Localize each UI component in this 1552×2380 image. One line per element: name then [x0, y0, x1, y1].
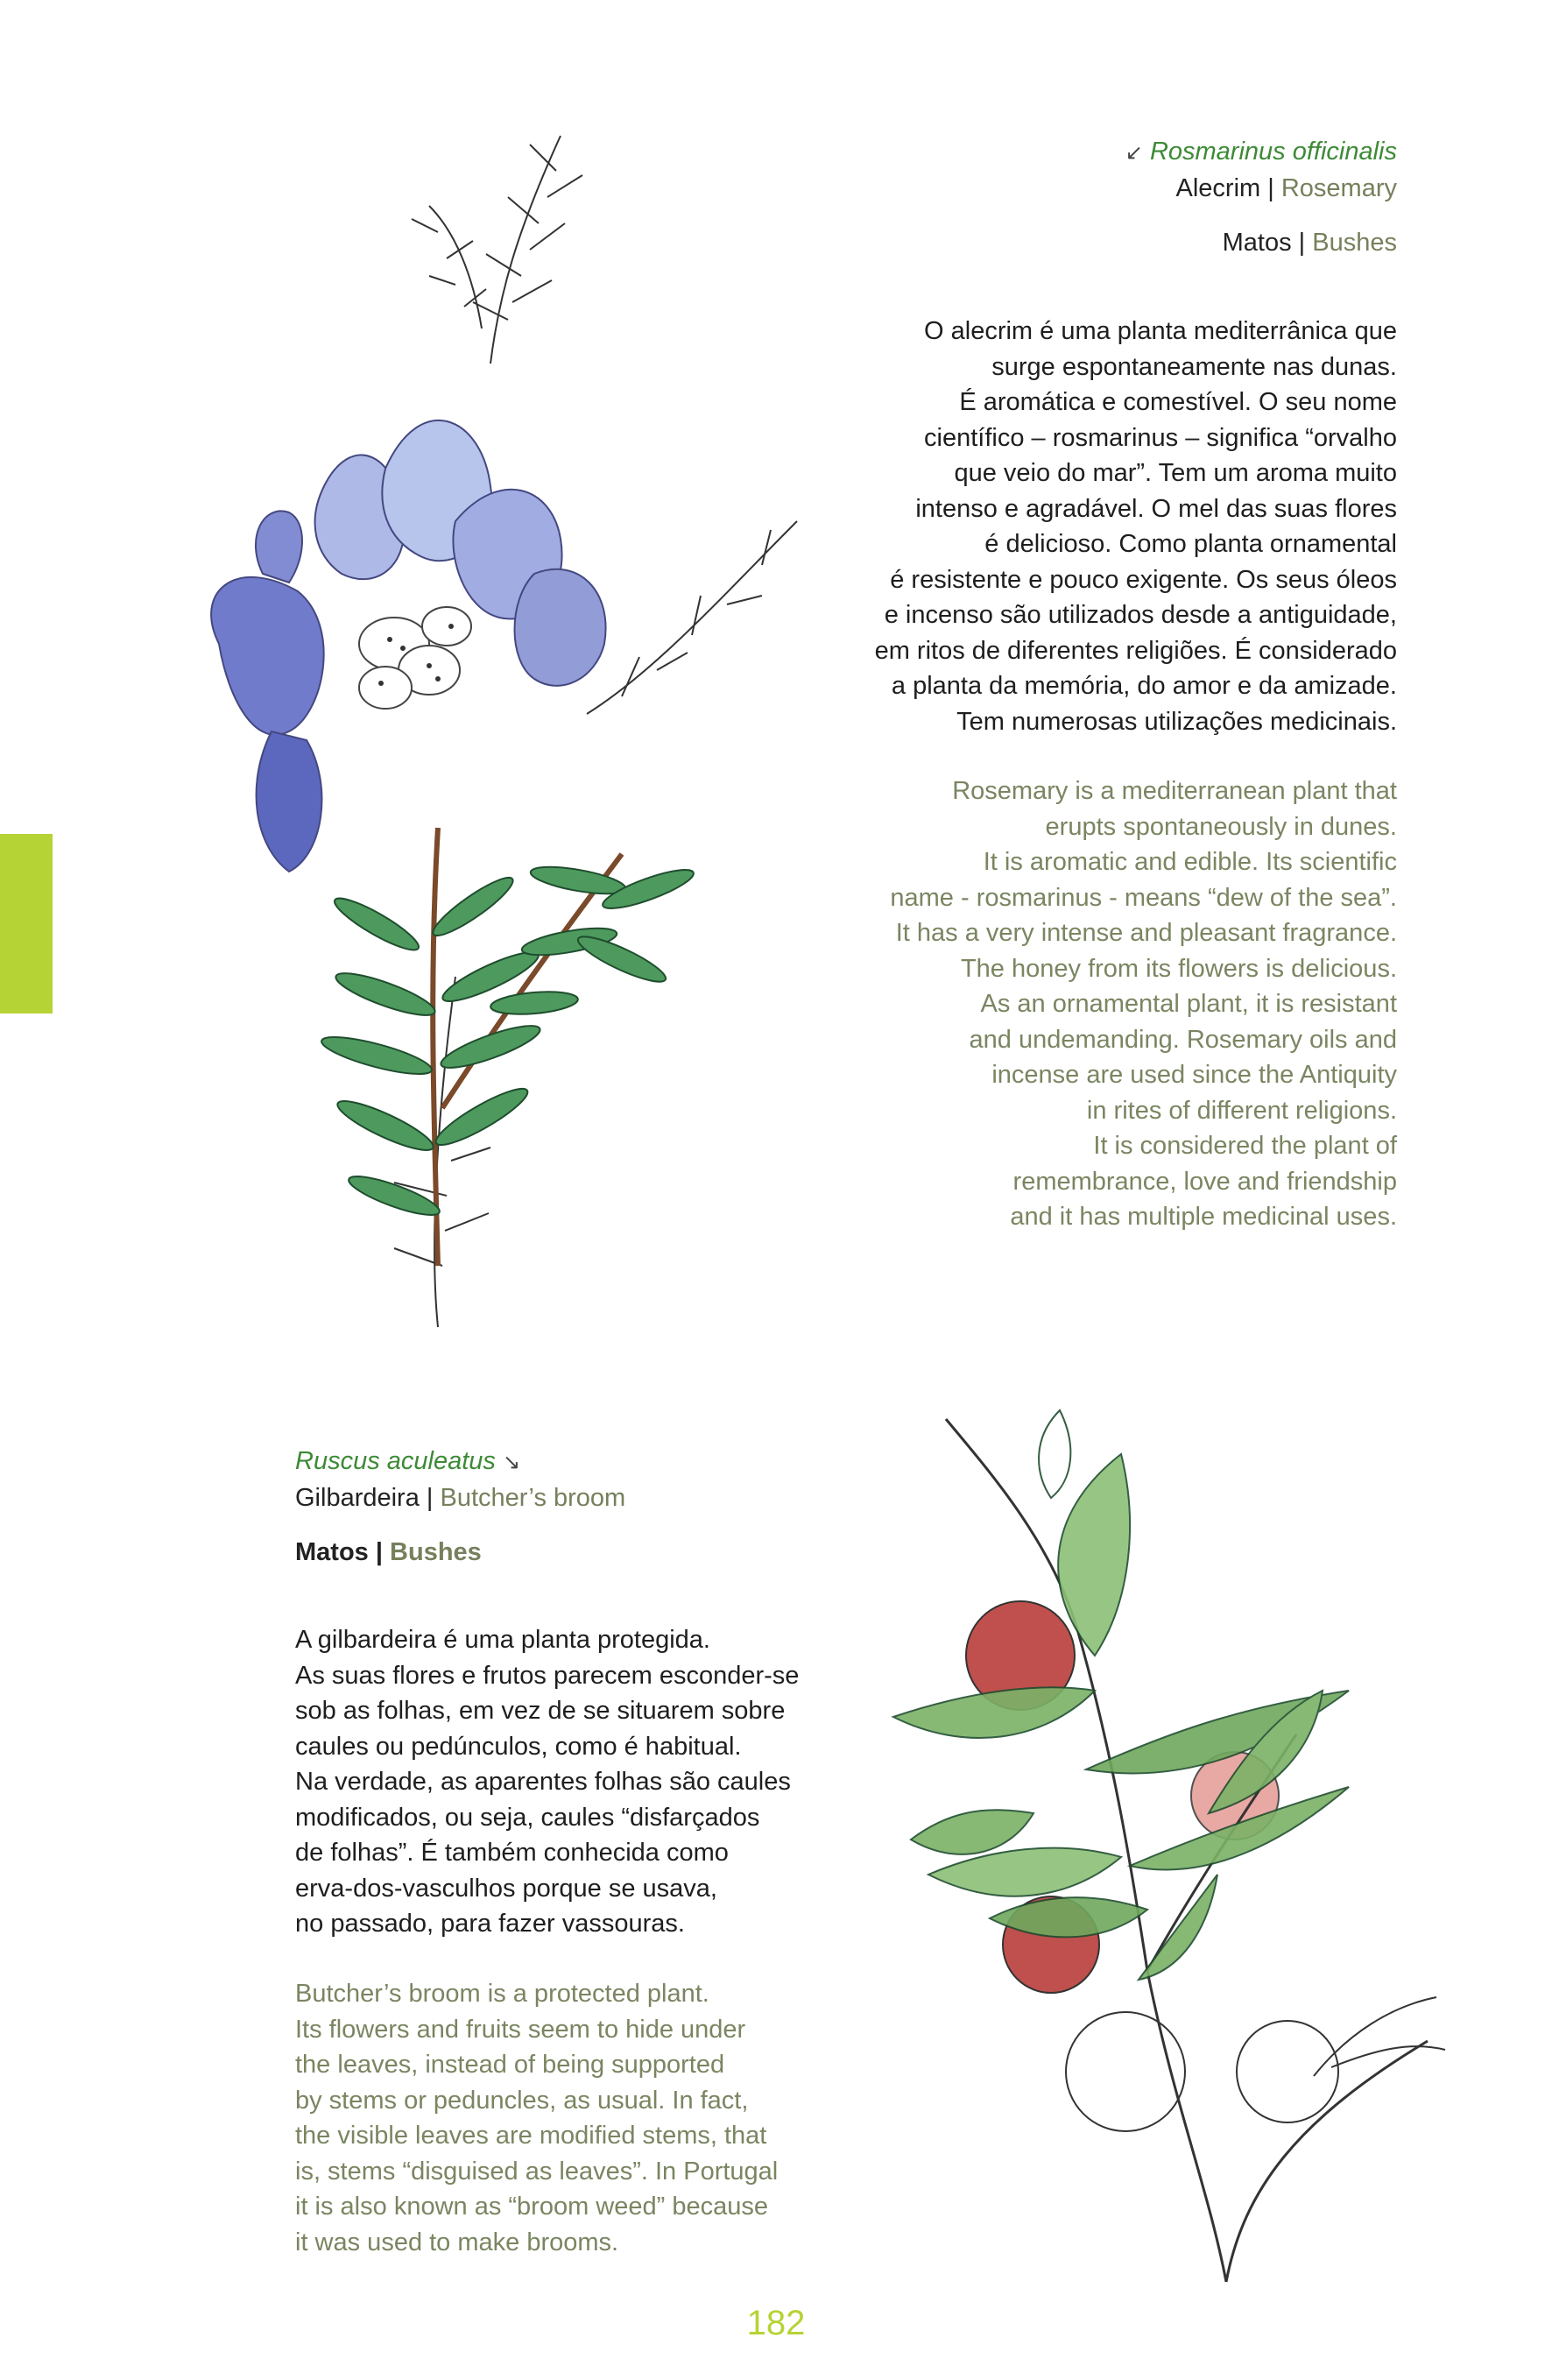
arrow-down-right-icon: ↘	[502, 1451, 521, 1474]
rosemary-common-name-en: Rosemary	[1280, 174, 1397, 202]
rosemary-habitat-en: Bushes	[1312, 229, 1397, 257]
rosemary-common-name-pt: Alecrim	[1175, 174, 1261, 202]
page-number: 182	[746, 2304, 806, 2342]
rosemary-text-en: Rosemary is a mediterranean plant that erupts spontaneously in dunes. It is aromatic and edible. Its scientific name - rosmarinus - means “dew of the sea”. It has a very intense and pleasant fragrance. The honey from its flowers is delicious. As an ornamental plant, it is resistant and undemanding. Rosemary oils and incense are used since the Antiquity in rites of different religions. It is considered the plant of remembrance, love and friendship and it has multiple medicinal uses.	[890, 777, 1397, 1231]
broom-common-name-pt: Gilbardeira	[295, 1484, 420, 1512]
section-color-tab	[0, 834, 53, 1013]
broom-text-pt: A gilbardeira é uma planta protegida. As suas flores e frutos parecem esconder-se sob as folhas, em vez de se situarem sobre caules ou pedúnculos, como é habitual. Na verdade, as aparentes folhas são caules modificados, ou seja, caules “disfarçados de folhas”. É também conhecida como erva-dos-vasculhos porque se usava, no passado, para fazer vassouras.	[295, 1626, 800, 1938]
rosemary-text-pt: O alecrim é uma planta mediterrânica que surge espontaneamente nas dunas. É aromática e comestível. O seu nome científico – rosmarinus – significa “orvalho que veio do mar”. Tem um aroma muito intenso e agradável. O mel das suas flores é delicioso. Como planta ornamental é resistente e pouco exigente. Os seus óleos e incenso são utilizados desde a antiguidade, em ritos de diferentes religiões. É considerado a planta da memória, do amor e da amizade. Tem numerosas utilizações medicinais.	[874, 317, 1397, 736]
broom-text-en: Butcher’s broom is a protected plant. Its flowers and fruits seem to hide under the leaves, instead of being supported by stems or peduncles, as usual. In fact, the visible leaves are modified stems, that is, stems “disguised as leaves”. In Portugal it is also known as “broom weed” because it was used to make brooms.	[295, 1980, 779, 2256]
arrow-down-left-icon: ↙	[1125, 141, 1143, 165]
rosemary-latin-name: Rosmarinus officinalis	[1149, 138, 1397, 166]
broom-common-name-en: Butcher’s broom	[440, 1484, 626, 1512]
broom-habitat-pt: Matos	[295, 1538, 369, 1566]
butchers-broom-illustration	[858, 1402, 1454, 2286]
broom-habitat-en: Bushes	[390, 1538, 482, 1566]
rosemary-header: ↙ Rosmarinus officinalis Alecrim | Rosemary Matos | Bushes	[1125, 138, 1397, 257]
rosemary-habitat-pt: Matos	[1222, 229, 1292, 257]
broom-header: Ruscus aculeatus ↘ Gilbardeira | Butcher’s broom Matos | Bushes	[295, 1447, 626, 1566]
broom-latin-name: Ruscus aculeatus	[295, 1447, 496, 1475]
rosemary-illustration	[166, 101, 832, 1380]
